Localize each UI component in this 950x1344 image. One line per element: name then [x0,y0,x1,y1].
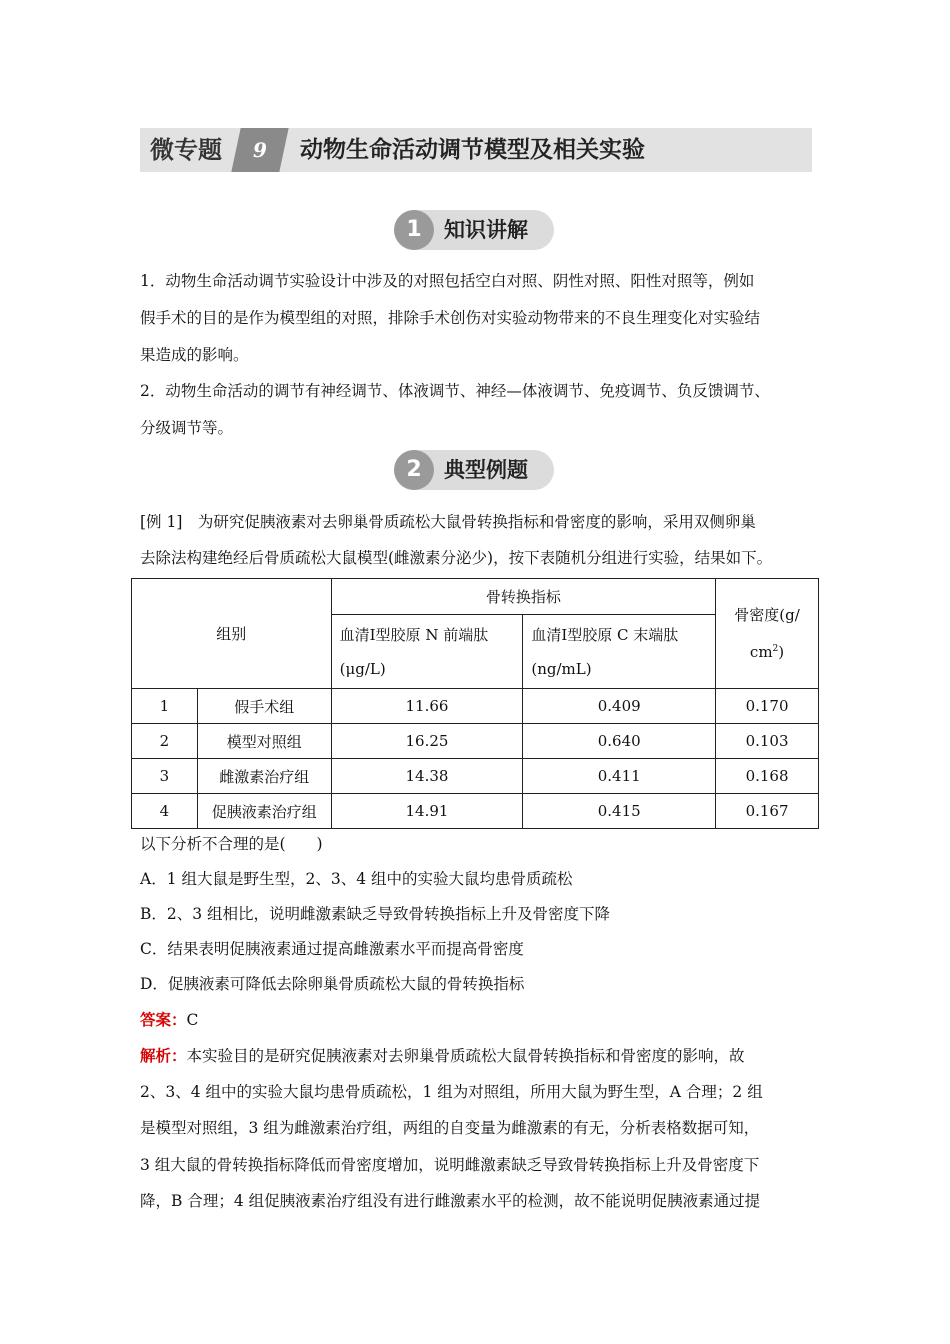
analysis-line: 降，B 合理；4 组促胰液素治疗组没有进行雌激素水平的检测，故不能说明促胰液素通过提 [140,1192,761,1210]
banner-number: 9 [253,138,267,162]
knowledge-line: 2．动物生命活动的调节有神经调节、体液调节、神经—体液调节、免疫调节、负反馈调节、 [140,382,770,400]
analysis-text: 本实验目的是研究促胰液素对去卵巢骨质疏松大鼠骨转换指标和骨密度的影响，故 [186,1047,745,1065]
row-c-value: 0.640 [523,724,716,759]
row-n-value: 14.38 [331,759,523,794]
analysis-line: 2、3、4 组中的实验大鼠均患骨质疏松，1 组为对照组，所用大鼠为野生型，A 合理；2 组 [140,1083,763,1101]
knowledge-line: 果造成的影响。 [140,346,249,364]
knowledge-line: 1．动物生命活动调节实验设计中涉及的对照包括空白对照、阴性对照、阳性对照等，例如 [140,272,755,290]
analysis-label: 解析： [140,1046,187,1065]
row-id: 1 [132,689,198,724]
row-density: 0.103 [716,724,819,759]
row-c-value: 0.411 [523,759,716,794]
analysis-line: 是模型对照组，3 组为雌激素治疗组，两组的自变量为雌激素的有无，分析表格数据可知， [140,1119,760,1137]
n-terminal-label: 血清Ⅰ型胶原 N 前端肽 [339,625,489,644]
row-c-value: 0.409 [523,689,716,724]
density-label: 骨密度(g/ [734,606,800,624]
row-id: 4 [132,794,198,829]
row-n-value: 11.66 [331,689,523,724]
group-header: 组别 [132,579,332,689]
analysis-line [140,1039,745,1073]
row-density: 0.167 [716,794,819,829]
question-stem: 以下分析不合理的是( ) [140,835,323,853]
knowledge-line: 假手术的目的是作为模型组的对照，排除手术创伤对实验动物带来的不良生理变化对实验结 [140,309,761,327]
section-number-badge: 2 [394,450,434,490]
c-terminal-header [523,615,716,689]
row-group: 雌激素治疗组 [197,759,331,794]
answer-value: C [186,1011,199,1029]
knowledge-line: 分级调节等。 [140,419,234,437]
row-id: 2 [132,724,198,759]
density-unit-sup: 2 [772,644,779,654]
bone-turnover-header: 骨转换指标 [331,579,715,615]
table-row [132,724,819,759]
n-terminal-header [331,615,523,689]
n-terminal-unit: (μg/L) [339,659,386,678]
density-unit: cm [749,643,773,661]
answer-label: 答案： [140,1010,187,1029]
answer-line [140,1003,198,1037]
analysis-line: 3 组大鼠的骨转换指标降低而骨密度增加，说明雌激素缺乏导致骨转换指标上升及骨密度下 [140,1156,760,1174]
row-group: 促胰液素治疗组 [197,794,331,829]
section-label: 知识讲解 [444,218,528,242]
section-number-badge: 1 [394,210,434,250]
row-group: 假手术组 [197,689,331,724]
example-intro-line: [例 1] 为研究促胰液素对去卵巢骨质疏松大鼠骨转换指标和骨密度的影响，采用双侧卵巢 [140,513,756,531]
banner-tag: 微专题 [150,135,222,164]
section-label: 典型例题 [444,458,528,482]
c-terminal-unit: (ng/mL) [531,659,592,678]
topic-banner [140,128,812,172]
table-row [132,794,819,829]
density-unit-close: ) [778,643,785,661]
option-b: B．2、3 组相比，说明雌激素缺乏导致骨转换指标上升及骨密度下降 [140,905,611,923]
banner-number-badge [231,128,288,172]
row-n-value: 14.91 [331,794,523,829]
c-terminal-label: 血清Ⅰ型胶原 C 末端肽 [531,625,679,644]
row-group: 模型对照组 [197,724,331,759]
example-intro-line: 去除法构建绝经后骨质疏松大鼠模型(雌激素分泌少)，按下表随机分组进行实验，结果如下。 [140,549,773,567]
bone-density-header [716,579,819,689]
row-density: 0.168 [716,759,819,794]
option-a: A．1 组大鼠是野生型，2、3、4 组中的实验大鼠均患骨质疏松 [140,870,573,888]
results-table [131,578,819,829]
row-id: 3 [132,759,198,794]
row-n-value: 16.25 [331,724,523,759]
table-row [132,689,819,724]
row-c-value: 0.415 [523,794,716,829]
table-row [132,759,819,794]
section-heading-examples [394,450,554,490]
banner-title: 动物生命活动调节模型及相关实验 [300,137,645,163]
section-heading-knowledge [394,210,554,250]
option-c: C．结果表明促胰液素通过提高雌激素水平而提高骨密度 [140,940,524,958]
row-density: 0.170 [716,689,819,724]
option-d: D．促胰液素可降低去除卵巢骨质疏松大鼠的骨转换指标 [140,975,525,993]
